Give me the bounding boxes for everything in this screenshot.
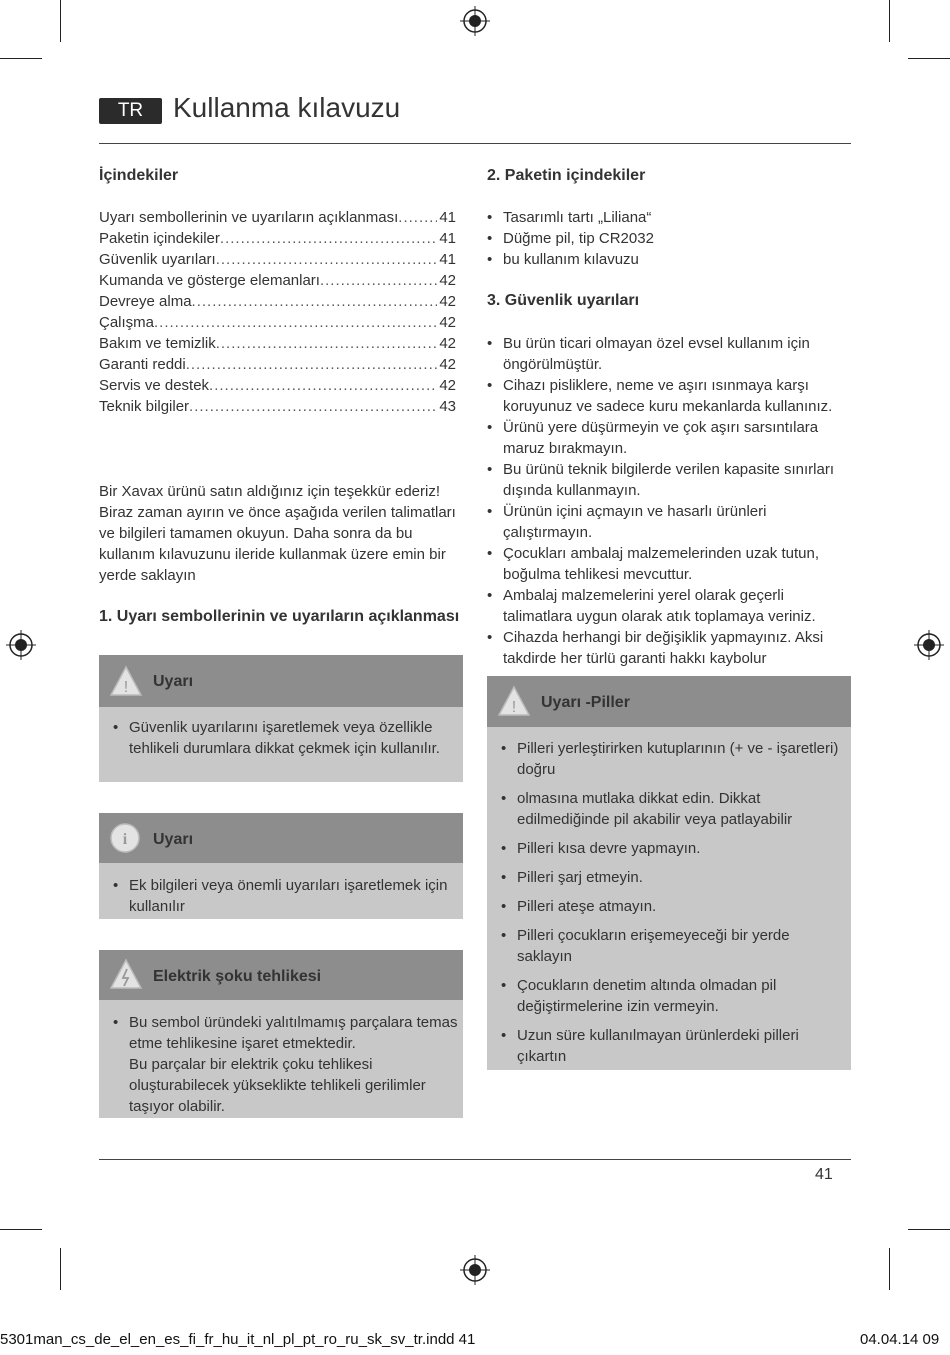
toc-item-title: Çalışma — [99, 314, 155, 331]
toc-item-title: Servis ve destek — [99, 377, 210, 394]
box-title: Uyarı -Piller — [541, 694, 630, 711]
list-item: • Ürünün içini açmayın ve hasarlı ürünleri çalıştırmayın. — [487, 501, 852, 543]
warning-triangle-icon — [497, 685, 531, 717]
box-text — [113, 1012, 458, 1117]
svg-text:!: ! — [511, 699, 517, 716]
list-item: • Pilleri kısa devre yapmayın. — [501, 838, 846, 859]
box-text-line: Bu sembol üründeki yalıtılmamış parçalara temas etme tehlikesine işaret etmektedir. — [129, 1014, 458, 1052]
toc-item-page: 42 — [439, 293, 456, 310]
box-text: • Ek bilgileri veya önemli uyarıları işaretlemek için kullanılır — [113, 875, 453, 917]
registration-mark-icon — [914, 630, 944, 660]
list-item: • Pilleri şarj etmeyin. — [501, 867, 846, 888]
toc-item-page: 43 — [439, 398, 456, 415]
toc-item-page: 41 — [439, 230, 456, 247]
file-slug: 5301man_cs_de_el_en_es_fi_fr_hu_it_nl_pl_pt_ro_ru_sk_sv_tr.indd 41 — [0, 1331, 476, 1348]
toc-item — [99, 312, 456, 333]
svg-text:!: ! — [123, 679, 129, 696]
info-circle-icon — [109, 822, 141, 854]
info-box — [99, 813, 463, 919]
box-title: Uyarı — [153, 673, 194, 690]
list-item: • Ürünü yere düşürmeyin ve çok aşırı sarsıntılara maruz bırakmayın. — [487, 417, 852, 459]
toc-item — [99, 354, 456, 375]
toc-item-title: Devreye alma — [99, 293, 192, 310]
package-contents-list — [487, 207, 852, 270]
box-title: Elektrik şoku tehlikesi — [153, 968, 322, 985]
toc-leader — [189, 396, 437, 417]
list-item: • Pilleri ateşe atmayın. — [501, 896, 846, 917]
crop-mark — [908, 1229, 950, 1230]
list-item: • Cihazda herhangi bir değişiklik yapmayınız. Aksi takdirde her türlü garanti hakkı kaybolur — [487, 627, 852, 669]
toc-item-title: Garanti reddi — [99, 356, 186, 373]
toc-item-title: Kumanda ve gösterge elemanları — [99, 272, 320, 289]
toc-item-title: Bakım ve temizlik — [99, 335, 216, 352]
box-title: Uyarı — [153, 831, 194, 848]
toc-item-title: Uyarı sembollerinin ve uyarıların açıklanması — [99, 209, 399, 226]
warning-box — [99, 655, 463, 782]
list-item: • Bu ürünü teknik bilgilerde verilen kapasite sınırları dışında kullanmayın. — [487, 459, 852, 501]
toc-item-page: 42 — [439, 356, 456, 373]
toc-item — [99, 228, 456, 249]
registration-mark-icon — [460, 6, 490, 36]
toc-item-page: 41 — [439, 251, 456, 268]
crop-mark — [60, 0, 61, 42]
table-of-contents — [99, 207, 456, 417]
toc-leader — [192, 291, 438, 312]
registration-mark-icon — [460, 1255, 490, 1285]
list-item: • bu kullanım kılavuzu — [487, 249, 852, 270]
toc-item-page: 42 — [439, 335, 456, 352]
crop-mark — [908, 58, 950, 59]
crop-mark — [60, 1248, 61, 1290]
toc-item — [99, 207, 456, 228]
list-item: • Çocukların denetim altında olmadan pil değiştirmelerine izin vermeyin. — [501, 975, 846, 1017]
crop-mark — [889, 1248, 890, 1290]
toc-item — [99, 270, 456, 291]
language-badge: TR — [99, 98, 162, 124]
box-text: • Güvenlik uyarılarını işaretlemek veya özellikle tehlikeli durumlara dikkat çekmek için kullanılır. — [113, 717, 453, 759]
toc-item — [99, 333, 456, 354]
toc-item-page: 41 — [439, 209, 456, 226]
list-item: • Pilleri yerleştirirken kutuplarının (+ ve - işaretleri) doğru — [501, 738, 846, 780]
toc-item-title: Güvenlik uyarıları — [99, 251, 216, 268]
toc-leader — [216, 333, 438, 354]
list-item: • Uzun süre kullanılmayan ürünlerdeki pilleri çıkartın — [501, 1025, 846, 1067]
list-item: • Çocukları ambalaj malzemelerinden uzak tutun, boğulma tehlikesi mevcuttur. — [487, 543, 852, 585]
list-item: • Bu ürün ticari olmayan özel evsel kullanım için öngörülmüştür. — [487, 333, 852, 375]
crop-mark — [0, 1229, 42, 1230]
registration-mark-icon — [6, 630, 36, 660]
toc-item-page: 42 — [439, 314, 456, 331]
list-item: • Düğme pil, tip CR2032 — [487, 228, 852, 249]
page-title: Kullanma kılavuzu — [173, 92, 401, 123]
toc-leader — [220, 228, 437, 249]
toc-item — [99, 396, 456, 417]
list-item: • Pilleri çocukların erişemeyeceği bir yerde saklayın — [501, 925, 846, 967]
toc-leader — [154, 312, 437, 333]
toc-item — [99, 249, 456, 270]
intro-paragraph: Bir Xavax ürünü satın aldığınız için teşekkür ederiz! Biraz zaman ayırın ve önce aşağıda verilen talimatları ve bilgileri tamamen okuyun. Daha sonra da bu kullanım kılavuzunu ileride kullanmak üzere emin bir yerde saklayın — [99, 483, 456, 584]
crop-mark — [0, 58, 42, 59]
list-item: • Ambalaj malzemelerini yerel olarak geçerli talimatlara uygun olarak atık toplamaya veriniz. — [487, 585, 852, 627]
electric-shock-icon — [109, 958, 143, 990]
divider — [99, 1159, 851, 1160]
electric-shock-box — [99, 950, 463, 1118]
section-2-heading: 2. Paketin içindekiler — [487, 167, 646, 184]
print-date: 04.04.14 09 — [860, 1331, 940, 1348]
toc-leader — [320, 270, 437, 291]
toc-leader — [216, 249, 438, 270]
battery-list — [501, 738, 846, 1067]
toc-item-page: 42 — [439, 272, 456, 289]
toc-item — [99, 375, 456, 396]
toc-item — [99, 291, 456, 312]
crop-mark — [889, 0, 890, 42]
list-item: • Cihazı pisliklere, neme ve aşırı ısınmaya karşı koruyunuz ve sadece kuru mekanlarda kullanınız. — [487, 375, 852, 417]
toc-leader — [398, 207, 437, 228]
section-1-heading: 1. Uyarı sembollerinin ve uyarıların açıklanması — [99, 608, 460, 625]
section-3-heading: 3. Güvenlik uyarıları — [487, 292, 640, 309]
battery-warning-box — [487, 676, 851, 1070]
toc-heading: İçindekiler — [99, 167, 179, 184]
box-text-line: Bu parçalar bir elektrik çoku tehlikesi oluşturabilecek yükseklikte tehlikeli gerilimler taşıyor olabilir. — [129, 1056, 426, 1115]
toc-item-title: Teknik bilgiler — [99, 398, 190, 415]
warning-triangle-icon — [109, 665, 143, 697]
toc-leader — [186, 354, 438, 375]
list-item: • olmasına mutlaka dikkat edin. Dikkat edilmediğinde pil akabilir veya patlayabilir — [501, 788, 846, 830]
divider — [99, 143, 851, 144]
list-item: • Tasarımlı tartı „Liliana“ — [487, 207, 852, 228]
toc-item-title: Paketin içindekiler — [99, 230, 220, 247]
svg-text:i: i — [122, 831, 128, 848]
page-number: 41 — [815, 1166, 833, 1183]
toc-leader — [209, 375, 437, 396]
toc-item-page: 42 — [439, 377, 456, 394]
safety-list — [487, 333, 852, 669]
